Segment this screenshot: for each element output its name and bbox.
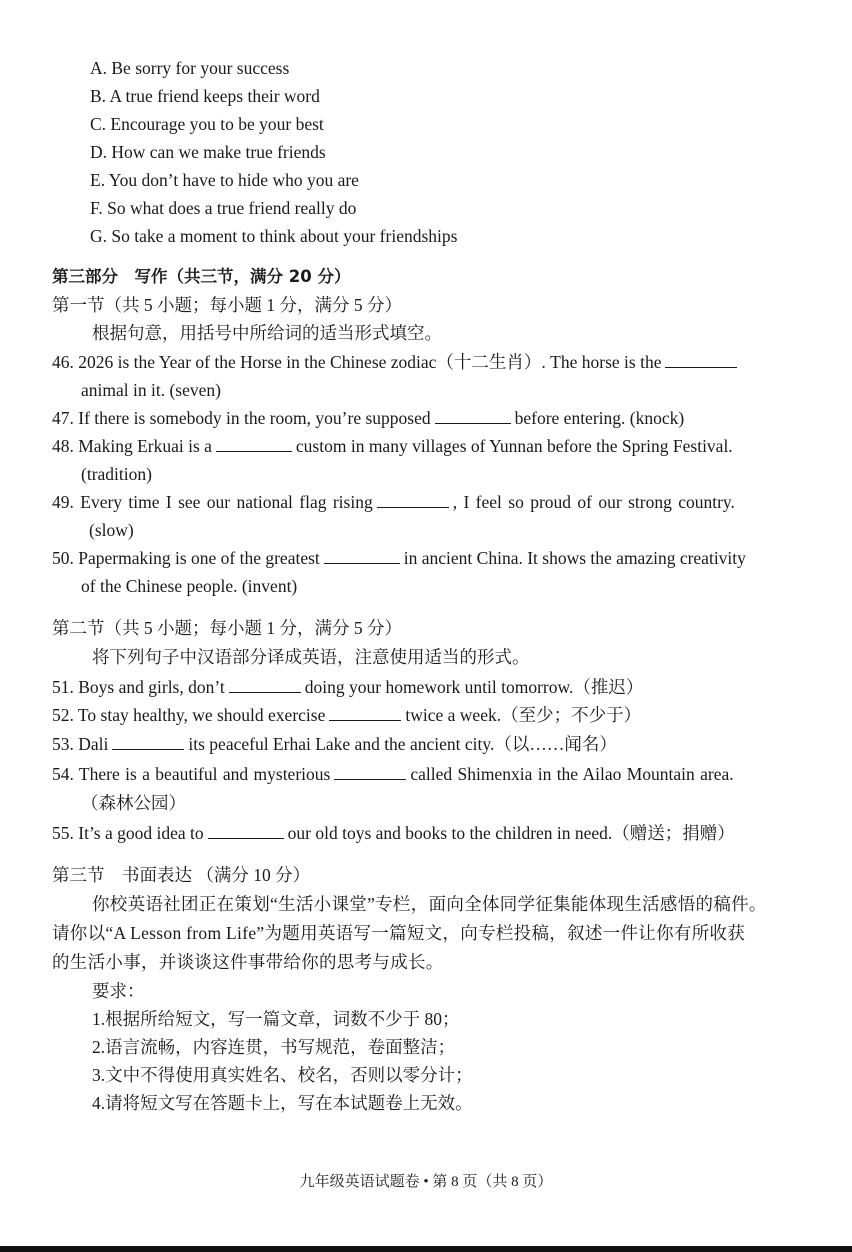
q47-text-a: 47. If there is somebody in the room, you’re supposed — [52, 408, 431, 428]
question-50-line1 — [52, 547, 746, 569]
option-a: A. Be sorry for your success — [90, 58, 290, 78]
writing-prompt-line2: 请你以“A Lesson from Life”为题用英语写一篇短文，向专栏投稿，叙述一件让你有所收获 — [52, 923, 746, 943]
section2-instruction: 将下列句子中汉语部分译成英语，注意使用适当的形式。 — [92, 647, 530, 667]
question-46-line1 — [52, 351, 741, 373]
q46-text: 46. 2026 is the Year of the Horse in the Chinese zodiac（十二生肖）. The horse is the — [52, 352, 662, 372]
q52-text-a: 52. To stay healthy, we should exercise — [52, 705, 326, 725]
requirement-1: 1.根据所给短文，写一篇文章，词数不少于 80； — [92, 1009, 460, 1029]
writing-prompt-line1: 你校英语社团正在策划“生活小课堂”专栏，面向全体同学征集能体现生活感悟的稿件。 — [92, 894, 767, 914]
q50-text-a: 50. Papermaking is one of the greatest — [52, 548, 320, 568]
answer-blank-46[interactable] — [665, 352, 737, 368]
option-e: E. You don’t have to hide who you are — [90, 170, 359, 190]
requirement-3: 3.文中不得使用真实姓名、校名，否则以零分计； — [92, 1065, 473, 1085]
question-50-line2: of the Chinese people. (invent) — [81, 576, 298, 596]
q55-text-a: 55. It’s a good idea to — [52, 823, 204, 843]
writing-prompt-line3: 的生活小事，并谈谈这件事带给你的思考与成长。 — [52, 952, 444, 972]
question-53 — [52, 733, 617, 755]
option-c: C. Encourage you to be your best — [90, 114, 324, 134]
question-51 — [52, 676, 643, 698]
answer-blank-47[interactable] — [435, 408, 511, 424]
q49-text-b: , I feel so proud of our strong country. — [452, 492, 735, 512]
question-48-line1 — [52, 435, 733, 457]
q54-text-b: called Shimenxia in the Ailao Mountain area. — [410, 764, 734, 784]
answer-blank-48[interactable] — [216, 436, 292, 452]
q51-text-b: doing your homework until tomorrow.（推迟） — [304, 677, 644, 697]
section2-title: 第二节（共 5 小题；每小题 1 分，满分 5 分） — [52, 618, 402, 638]
q49-text-a: 49. Every time I see our national flag rising — [52, 492, 373, 512]
question-55 — [52, 822, 735, 844]
q50-text-b: in ancient China. It shows the amazing creativity — [403, 548, 746, 568]
question-46-line2: animal in it. (seven) — [81, 380, 221, 400]
answer-blank-55[interactable] — [208, 823, 284, 839]
option-g: G. So take a moment to think about your friendships — [90, 226, 458, 246]
answer-blank-50[interactable] — [324, 548, 400, 564]
option-d: D. How can we make true friends — [90, 142, 326, 162]
option-f: F. So what does a true friend really do — [90, 198, 357, 218]
question-48-line2: (tradition) — [81, 464, 152, 484]
answer-blank-51[interactable] — [229, 677, 301, 693]
q48-text-b: custom in many villages of Yunnan before the Spring Festival. — [295, 436, 733, 456]
question-52 — [52, 704, 641, 726]
q47-text-b: before entering. (knock) — [514, 408, 685, 428]
q53-text-b: its peaceful Erhai Lake and the ancient city.（以……闻名） — [188, 734, 617, 754]
answer-blank-54[interactable] — [334, 764, 406, 780]
q52-text-b: twice a week.（至少；不少于） — [405, 705, 642, 725]
section1-title: 第一节（共 5 小题；每小题 1 分，满分 5 分） — [52, 295, 402, 315]
requirement-2: 2.语言流畅，内容连贯，书写规范，卷面整洁； — [92, 1037, 456, 1057]
q54-text-a: 54. There is a beautiful and mysterious — [52, 764, 331, 784]
requirement-4: 4.请将短文写在答题卡上，写在本试题卷上无效。 — [92, 1093, 473, 1113]
q55-text-b: our old toys and books to the children in need.（赠送；捐赠） — [287, 823, 735, 843]
part3-title: 第三部分 写作（共三节，满分 20 分） — [52, 267, 351, 286]
question-54-line1 — [52, 763, 734, 785]
question-49-line1 — [52, 491, 735, 513]
answer-blank-49[interactable] — [377, 492, 449, 508]
question-49-line2: (slow) — [89, 520, 134, 540]
requirements-title: 要求： — [92, 981, 145, 1001]
answer-blank-52[interactable] — [329, 705, 401, 721]
question-47 — [52, 407, 684, 429]
q51-text-a: 51. Boys and girls, don’t — [52, 677, 225, 697]
bottom-edge — [0, 1246, 852, 1252]
q53-text-a: 53. Dali — [52, 734, 109, 754]
q48-text-a: 48. Making Erkuai is a — [52, 436, 212, 456]
page-footer: 九年级英语试题卷 • 第 8 页（共 8 页） — [299, 1174, 553, 1190]
section1-instruction: 根据句意，用括号中所给词的适当形式填空。 — [92, 323, 442, 343]
option-b: B. A true friend keeps their word — [90, 86, 320, 106]
question-54-line2: （森林公园） — [81, 793, 186, 813]
answer-blank-53[interactable] — [112, 734, 184, 750]
section3-title: 第三节 书面表达 （满分 10 分） — [52, 865, 311, 885]
